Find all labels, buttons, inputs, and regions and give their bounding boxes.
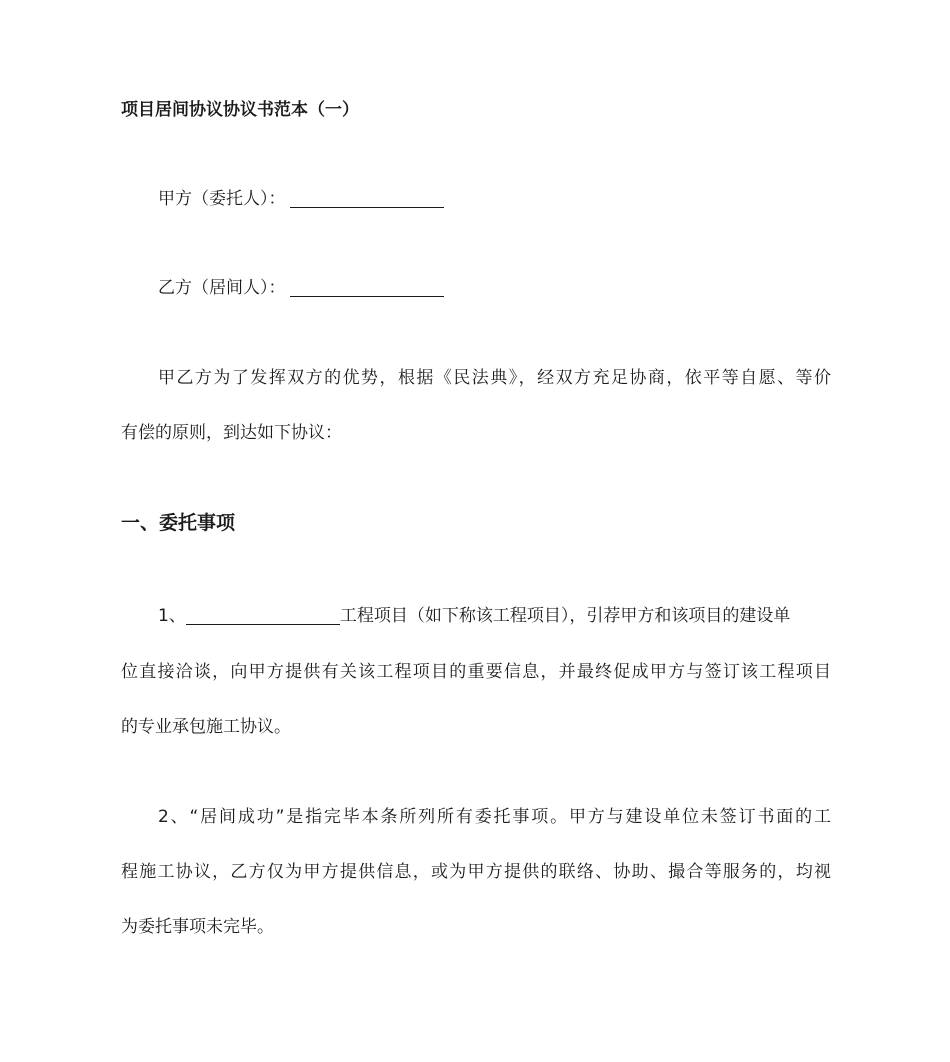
item1-line-3: 的专业承包施工协议。 [121, 717, 291, 737]
item1-line-2: 位直接洽谈，向甲方提供有关该工程项目的重要信息，并最终促成甲方与签订该工程项目 [121, 662, 831, 682]
item2-line-1: 2、“居间成功”是指完毕本条所列所有委托事项。甲方与建设单位未签订书面的工 [158, 807, 831, 827]
intro-line-1: 甲乙方为了发挥双方的优势，根据《民法典》，经双方充足协商，依平等自愿、等价 [158, 368, 831, 388]
item2-line-3: 为委托事项未完毕。 [121, 917, 274, 937]
party-b-label: 乙方（居间人）： [158, 278, 286, 298]
party-a-label: 甲方（委托人）： [158, 189, 286, 209]
party-a-blank [290, 189, 444, 208]
section-heading: 一、委托事项 [121, 512, 236, 534]
document-title: 项目居间协议协议书范本（一） [121, 100, 359, 120]
item1-line-1 [121, 604, 831, 628]
item2-line-2: 程施工协议，乙方仅为甲方提供信息，或为甲方提供的联络、协助、撮合等服务的，均视 [121, 862, 831, 882]
party-b-blank [290, 278, 444, 297]
item1-line1-text: 工程项目（如下称该工程项目），引荐甲方和该项目的建设单 [339, 606, 791, 626]
party-a-line [121, 187, 831, 211]
intro-line-2: 有偿的原则，到达如下协议： [121, 423, 342, 443]
item1-blank [186, 606, 340, 625]
item1-prefix: 1、 [158, 606, 186, 626]
party-b-line [121, 276, 831, 300]
